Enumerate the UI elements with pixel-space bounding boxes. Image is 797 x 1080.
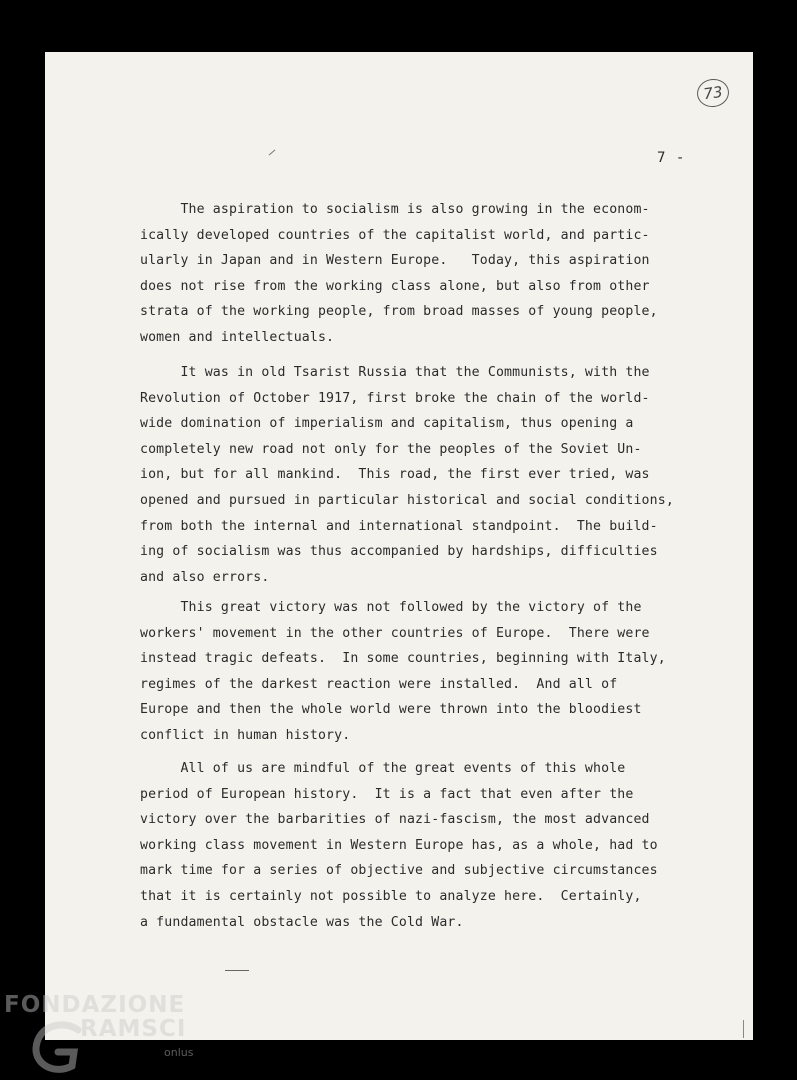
fondazione-gramsci-watermark [2,990,202,1075]
archive-number-circle: 73 [695,77,731,109]
watermark-line-1: FONDAZIONE [4,992,186,1018]
page-number: 7 - [657,150,686,166]
watermark-line-2: RAMSCI [80,1016,187,1042]
paragraph-4: All of us are mindful of the great events of this whole period of European history. It is a fact that even after the victory over the barbarities of nazi-fascism, the most advanced working class movement in Western Europe has, as a whole, had to mark time for a series of objective and subjective circumstances that it is certainly not possible to analyze here. Certainly, a fundamental obstacle was the Cold War. [140,761,658,930]
watermark-line-3: onlus [164,1046,194,1059]
paragraph-1: The aspiration to socialism is also growing in the econom- ically developed countries of the capitalist world, and partic- ularly in Japan and in Western Europe. Today, this aspiration does not rise from the working class alone, but also from other strata of the working people, from broad masses of young people, women and intellectuals. [140,202,658,345]
paragraph-3: This great victory was not followed by the victory of the workers' movement in the other countries of Europe. There were instead tragic defeats. In some countries, beginning with Italy, regimes of the darkest reaction were installed. And all of Europe and then the whole world were thrown into the bloodiest conflict in human history. [140,600,666,743]
edge-mark [743,1020,744,1038]
paragraph-2: It was in old Tsarist Russia that the Communists, with the Revolution of October 1917, first broke the chain of the world- wide domination of imperialism and capitalism, thus opening a completely new road not only for the peoples of the Soviet Un- ion, but for all mankind. This road, the first ever tried, was opened and pursued in particular historical and social conditions, from both the internal and international standpoint. The build- ing of socialism was thus accompanied by hardships, difficulties and also errors. [140,365,674,585]
bottom-dash-mark [225,970,249,971]
